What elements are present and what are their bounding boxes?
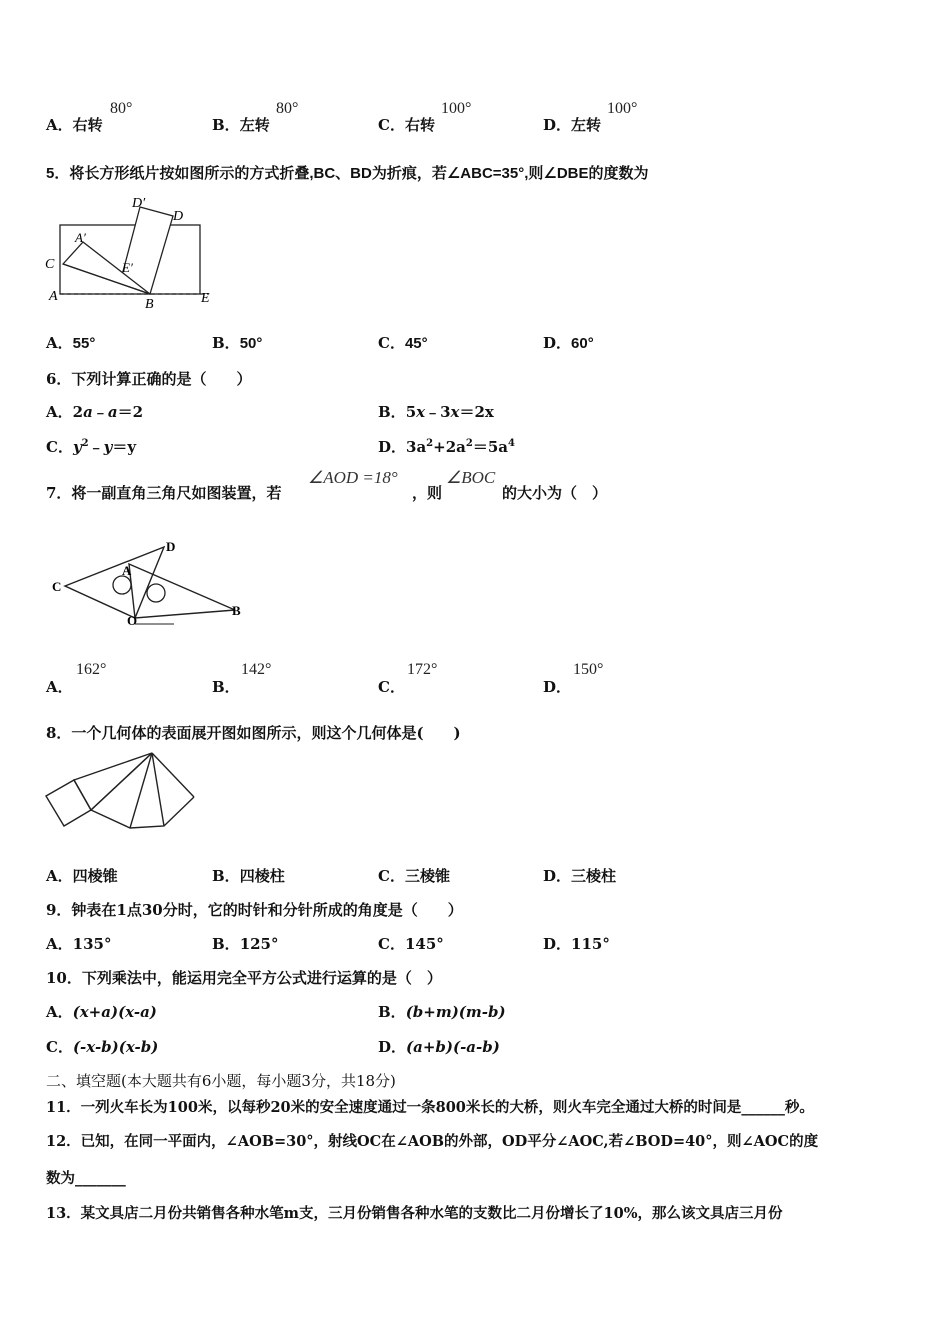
q7-label-c: C: [52, 579, 62, 594]
q6-option-d[interactable]: D．$3a^2+2a^2=5a^4$: [378, 438, 515, 456]
q10-option-b[interactable]: B．(b+m)(m-b): [378, 1003, 506, 1021]
q10-option-a[interactable]: A．(x+a)(x-a): [46, 1003, 157, 1021]
q9-option-c[interactable]: C．145°: [378, 935, 444, 953]
q7-option-c-value: 172°: [407, 661, 438, 678]
q5-label-c: C: [45, 257, 55, 272]
q4-option-b-angle: 80°: [276, 100, 299, 117]
q8-square-left: [46, 780, 91, 826]
q8-option-c[interactable]: C．三棱锥: [378, 867, 450, 885]
q6-option-c[interactable]: C．$y^2﹣y=y$: [46, 438, 137, 456]
q8-base-edge: [91, 797, 194, 828]
q7-option-c-letter[interactable]: C．: [378, 678, 405, 696]
q11-question: 11．一列火车长为100米，以每秒20米的安全速度通过一条800米长的大桥，则火车完全通过大桥的时间是______秒。: [46, 1099, 814, 1116]
q6-option-b[interactable]: B．5x﹣3x＝2x: [378, 403, 494, 421]
q10-option-d[interactable]: D．(a+b)(-a-b): [378, 1038, 500, 1056]
q4-option-d[interactable]: D．左转: [543, 116, 602, 134]
q8-question: 8．一个几何体的表面展开图如图所示，则这个几何体是( ): [46, 724, 461, 742]
q5-label-e: E: [201, 291, 210, 306]
q5-label-b: B: [145, 297, 154, 312]
q7-option-b-value: 142°: [241, 661, 272, 678]
q5-label-d: D: [173, 209, 184, 224]
q5-question: 5．将长方形纸片按如图所示的方式折叠,BC、BD为折痕，若∠ABC=35°,则∠DBE的度数为: [46, 165, 649, 182]
q10-option-c[interactable]: C．(-x-b)(x-b): [46, 1038, 159, 1056]
section2-title: 二、填空题(本大题共有6小题，每小题3分，共18分): [46, 1072, 396, 1090]
q7-label-o: O: [127, 613, 138, 628]
q4-option-b[interactable]: B．左转: [212, 116, 270, 134]
q5-option-d[interactable]: D．60°: [543, 334, 594, 352]
q7-option-a-value: 162°: [76, 661, 107, 678]
q4-option-a[interactable]: A．右转: [46, 116, 103, 134]
q7-hole-right: [147, 584, 165, 602]
q6-option-a[interactable]: A．2a﹣a＝2: [46, 403, 143, 421]
q8-net-figure: [42, 748, 202, 833]
q12-question-line2: 数为_______: [46, 1170, 126, 1187]
q7-label-a: A: [122, 563, 132, 578]
q7-question-prefix: 7．将一副直角三角尺如图装置，若: [46, 484, 282, 502]
q4-option-c-angle: 100°: [441, 100, 472, 117]
q7-triangle-cod: [65, 547, 164, 618]
q9-option-a[interactable]: A．135°: [46, 935, 112, 953]
q7-question-suffix: 的大小为（ ）: [502, 484, 608, 502]
q5-option-c[interactable]: C．45°: [378, 334, 428, 352]
q4-option-d-angle: 100°: [607, 100, 638, 117]
q9-question: 9．钟表在1点30分时，它的时针和分针所成的角度是（ ）: [46, 901, 463, 919]
q5-fold-figure: [40, 190, 230, 315]
q8-option-a[interactable]: A．四棱锥: [46, 867, 118, 885]
q8-option-d[interactable]: D．三棱柱: [543, 867, 617, 885]
q7-option-a-letter[interactable]: A．: [46, 678, 73, 696]
q7-triangle-aob: [129, 564, 235, 618]
q5-label-d-prime: D′: [132, 196, 146, 211]
q9-option-b[interactable]: B．125°: [212, 935, 279, 953]
q8-triangle-top: [74, 753, 152, 810]
q4-option-c[interactable]: C．右转: [378, 116, 435, 134]
q10-question: 10．下列乘法中，能运用完全平方公式进行运算的是（ ）: [46, 969, 442, 987]
q9-option-d[interactable]: D．115°: [543, 935, 610, 953]
q7-hole-left: [113, 576, 131, 594]
q7-option-b-letter[interactable]: B．: [212, 678, 240, 696]
q7-label-b: B: [232, 603, 241, 618]
q7-question-middle: ，则: [412, 484, 443, 502]
q5-option-b[interactable]: B．50°: [212, 334, 263, 352]
q5-label-a: A: [49, 289, 58, 304]
q5-label-a-prime: A′: [75, 230, 86, 245]
q7-option-d-letter[interactable]: D．: [543, 678, 572, 696]
q7-formula-boc: ∠BOC: [446, 468, 496, 487]
q5-label-e-prime: E′: [122, 260, 133, 275]
q4-option-a-angle: 80°: [110, 100, 133, 117]
q12-question-line1: 12．已知，在同一平面内，∠AOB=30°，射线OC在∠AOB的外部，OD平分∠AOC,若∠BOD=40°，则∠AOC的度: [46, 1133, 819, 1150]
q7-triangle-figure: [44, 535, 259, 635]
q13-question: 13．某文具店二月份共销售各种水笔m支，三月份销售各种水笔的支数比二月份增长了10%，那么该文具店三月份: [46, 1205, 783, 1222]
q7-formula-aod: ∠AOD =18°: [308, 468, 398, 487]
q6-question: 6．下列计算正确的是（ ）: [46, 370, 252, 388]
q5-option-a[interactable]: A．55°: [46, 334, 96, 352]
q8-option-b[interactable]: B．四棱柱: [212, 867, 285, 885]
q7-label-d: D: [166, 539, 176, 554]
q7-option-d-value: 150°: [573, 661, 604, 678]
